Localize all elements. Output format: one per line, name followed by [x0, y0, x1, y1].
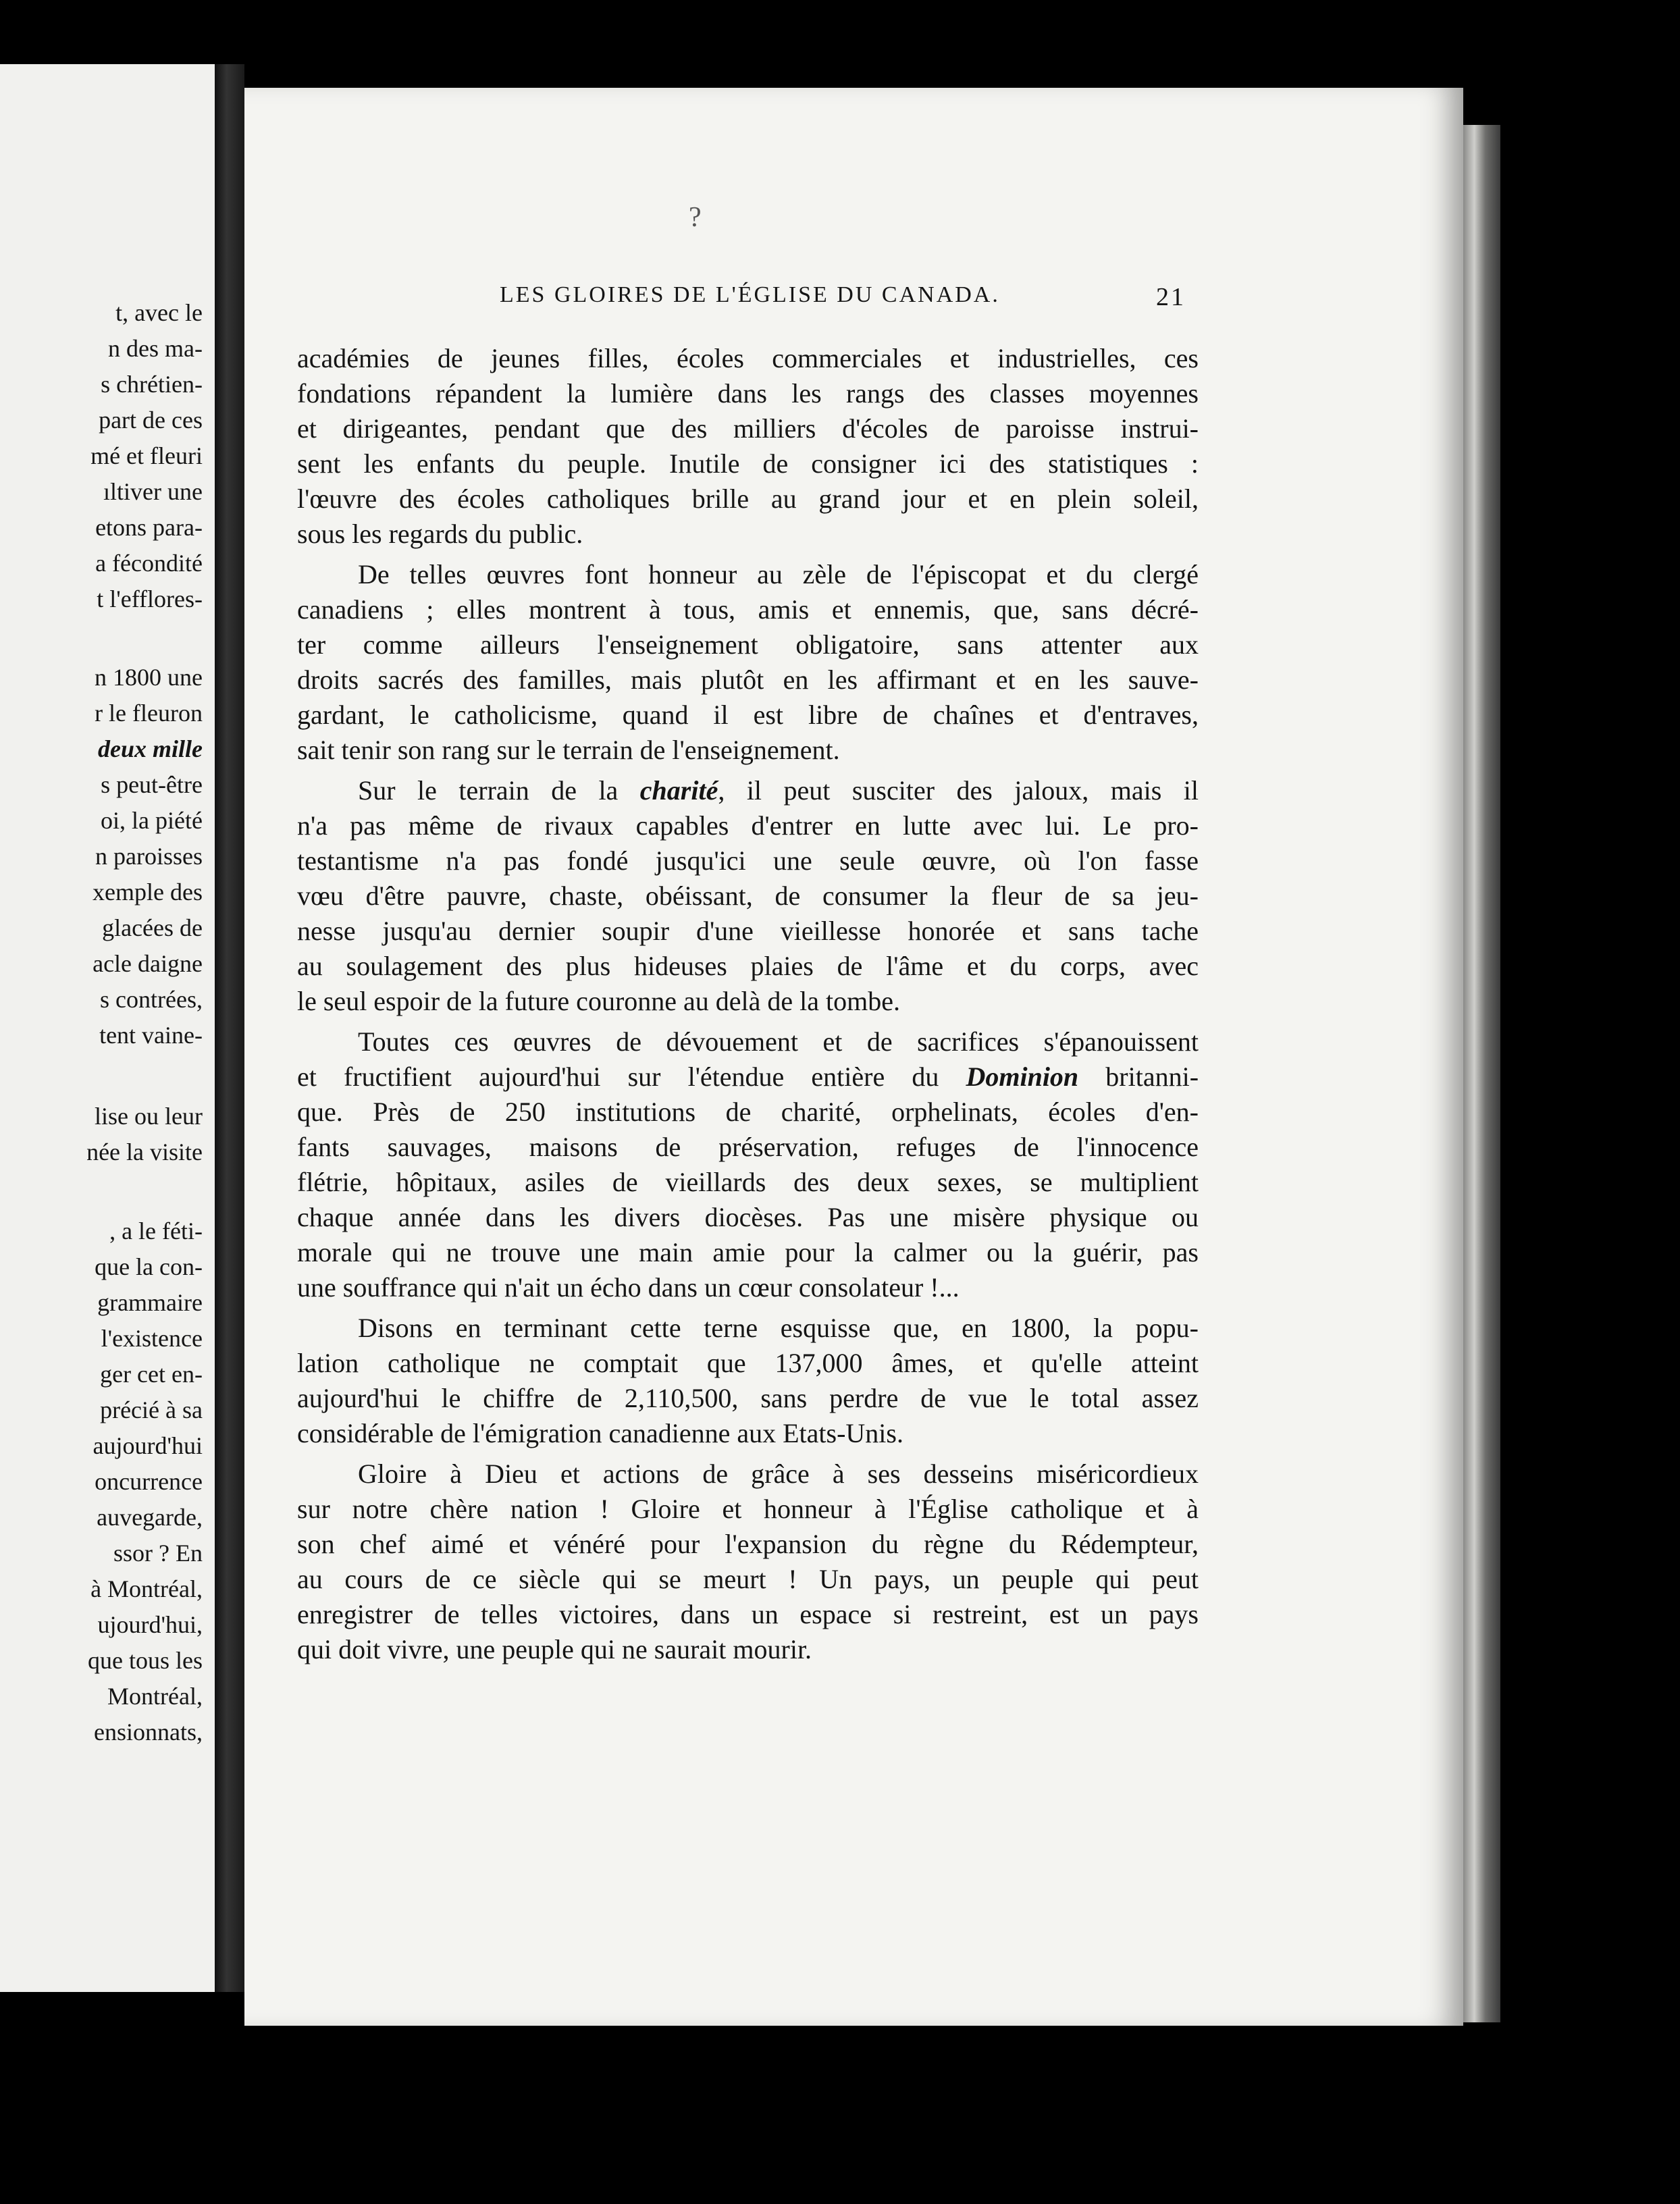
italic-term: charité	[639, 775, 718, 806]
previous-page-line: xemple des	[93, 878, 203, 906]
text-line: lation catholique ne comptait que 137,000 âmes, et qu'elle atteint	[297, 1348, 1199, 1378]
previous-page-line: a fécondité	[95, 550, 203, 577]
previous-page-line: n 1800 une	[95, 664, 203, 691]
italic-term: Dominion	[966, 1061, 1079, 1092]
paragraph	[297, 557, 1199, 768]
text-line: morale qui ne trouve une main amie pour la calmer ou la guérir, pas	[297, 1237, 1199, 1267]
previous-page-line: ger cet en-	[100, 1361, 203, 1388]
previous-page-line: n paroisses	[95, 843, 203, 870]
text-line: que. Près de 250 institutions de charité, orphelinats, écoles d'en-	[297, 1097, 1199, 1127]
previous-page-line: tent vaine-	[99, 1022, 203, 1049]
previous-page-line: mé et fleuri	[90, 442, 203, 469]
previous-page-line: , a le féti-	[109, 1217, 203, 1244]
previous-page-line: Montréal,	[107, 1683, 203, 1710]
previous-page-line: ujourd'hui,	[97, 1611, 203, 1638]
text-line: l'œuvre des écoles catholiques brille au grand jour et en plein soleil,	[297, 483, 1199, 514]
previous-page-line: à Montréal,	[90, 1575, 203, 1602]
previous-page-line: s contrées,	[100, 986, 203, 1013]
text-line: nesse jusqu'au dernier soupir d'une vieillesse honorée et sans tache	[297, 916, 1199, 946]
text-line: académies de jeunes filles, écoles commerciales et industrielles, ces	[297, 343, 1199, 373]
previous-page-line: grammaire	[97, 1289, 203, 1316]
text-line: son chef aimé et vénéré pour l'expansion du règne du Rédempteur,	[297, 1529, 1199, 1559]
previous-page-line: que tous les	[88, 1647, 203, 1674]
text-line: au soulagement des plus hideuses plaies de l'âme et du corps, avec	[297, 951, 1199, 981]
text-line: n'a pas même de rivaux capables d'entrer en lutte avec lui. Le pro-	[297, 810, 1199, 841]
text-line: chaque année dans les divers diocèses. Pas une misère physique ou	[297, 1202, 1199, 1232]
previous-page	[0, 64, 215, 1992]
previous-page-line: acle daigne	[93, 950, 203, 977]
previous-page-line: t l'efflores-	[97, 585, 203, 612]
text-line: gardant, le catholicisme, quand il est libre de chaînes et d'entraves,	[297, 700, 1199, 730]
previous-page-line: oi, la piété	[101, 807, 203, 834]
text-line: sent les enfants du peuple. Inutile de consigner ici des statistiques :	[297, 448, 1199, 479]
paragraph	[297, 341, 1199, 552]
text-line: vœu d'être pauvre, chaste, obéissant, de consumer la fleur de sa jeu-	[297, 881, 1199, 911]
previous-page-line: s peut-être	[101, 771, 203, 798]
previous-page-line: s chrétien-	[101, 371, 203, 398]
previous-page-line: part de ces	[99, 406, 203, 434]
previous-page-line: t, avec le	[115, 299, 203, 326]
text-line: Disons en terminant cette terne esquisse que, en 1800, la popu-	[358, 1313, 1199, 1343]
text-line: Toutes ces œuvres de dévouement et de sacrifices s'épanouissent	[358, 1026, 1199, 1057]
previous-page-line: auvegarde,	[97, 1504, 203, 1531]
previous-page-line: née la visite	[86, 1138, 203, 1165]
previous-page-line: lise ou leur	[95, 1103, 203, 1130]
page-gutter	[215, 64, 244, 1992]
text-line: le seul espoir de la future couronne au delà de la tombe.	[297, 986, 900, 1016]
paragraph	[297, 773, 1199, 1019]
previous-page-line: deux mille	[98, 735, 203, 762]
paragraph	[297, 1457, 1199, 1667]
text-line: Sur le terrain de la charité, il peut susciter des jaloux, mais il	[358, 775, 1199, 806]
handwritten-mark: ?	[689, 202, 702, 233]
running-head: LES GLOIRES DE L'ÉGLISE DU CANADA.	[500, 282, 1000, 307]
text-line: qui doit vivre, une peuple qui ne saurait mourir.	[297, 1634, 812, 1664]
paragraph	[297, 1024, 1199, 1305]
previous-page-line: ensionnats,	[94, 1718, 203, 1746]
previous-page-line: n des ma-	[108, 335, 203, 362]
previous-page-line: ıltiver une	[103, 478, 203, 505]
text-line: sait tenir son rang sur le terrain de l'enseignement.	[297, 735, 840, 765]
previous-page-line: l'existence	[101, 1325, 203, 1352]
text-line: au cours de ce siècle qui se meurt ! Un pays, un peuple qui peut	[297, 1564, 1199, 1594]
text-line: Gloire à Dieu et actions de grâce à ses desseins miséricordieux	[358, 1459, 1199, 1489]
previous-page-line: glacées de	[102, 914, 203, 941]
text-line: aujourd'hui le chiffre de 2,110,500, sans perdre de vue le total assez	[297, 1383, 1199, 1413]
text-line: droits sacrés des familles, mais plutôt en les affirmant et en les sauve-	[297, 664, 1199, 695]
previous-page-line: etons para-	[95, 514, 203, 541]
text-line: considérable de l'émigration canadienne aux Etats-Unis.	[297, 1418, 903, 1448]
previous-page-line: r le fleuron	[95, 700, 203, 727]
text-line: canadiens ; elles montrent à tous, amis et ennemis, que, sans décré-	[297, 594, 1199, 625]
previous-page-lines	[0, 64, 215, 1992]
body-text	[297, 341, 1199, 1667]
text-line: De telles œuvres font honneur au zèle de l'épiscopat et du clergé	[358, 559, 1199, 589]
paragraph	[297, 1311, 1199, 1451]
text-line: et dirigeantes, pendant que des milliers d'écoles de paroisse instrui-	[297, 413, 1199, 444]
text-line: sous les regards du public.	[297, 519, 583, 549]
previous-page-line: ssor ? En	[113, 1540, 203, 1567]
page-edge	[1463, 125, 1500, 2022]
text-line: et fructifient aujourd'hui sur l'étendue entière du Dominion britanni-	[297, 1061, 1199, 1092]
previous-page-line: précié à sa	[100, 1396, 203, 1423]
text-line: testantisme n'a pas fondé jusqu'ici une seule œuvre, où l'on fasse	[297, 845, 1199, 876]
previous-page-line: que la con-	[95, 1253, 203, 1280]
text-line: flétrie, hôpitaux, asiles de vieillards des deux sexes, se multiplient	[297, 1167, 1199, 1197]
text-line: fondations répandent la lumière dans les rangs des classes moyennes	[297, 378, 1199, 409]
text-line: sur notre chère nation ! Gloire et honneur à l'Église catholique et à	[297, 1494, 1199, 1524]
page-number: 21	[1156, 283, 1186, 311]
previous-page-line: aujourd'hui	[93, 1432, 203, 1459]
text-line: ter comme ailleurs l'enseignement obligatoire, sans attenter aux	[297, 629, 1199, 660]
previous-page-line: oncurrence	[95, 1468, 203, 1495]
text-line: enregistrer de telles victoires, dans un espace si restreint, est un pays	[297, 1599, 1199, 1629]
text-line: une souffrance qui n'ait un écho dans un cœur consolateur !...	[297, 1272, 960, 1303]
text-line: fants sauvages, maisons de préservation, refuges de l'innocence	[297, 1132, 1199, 1162]
